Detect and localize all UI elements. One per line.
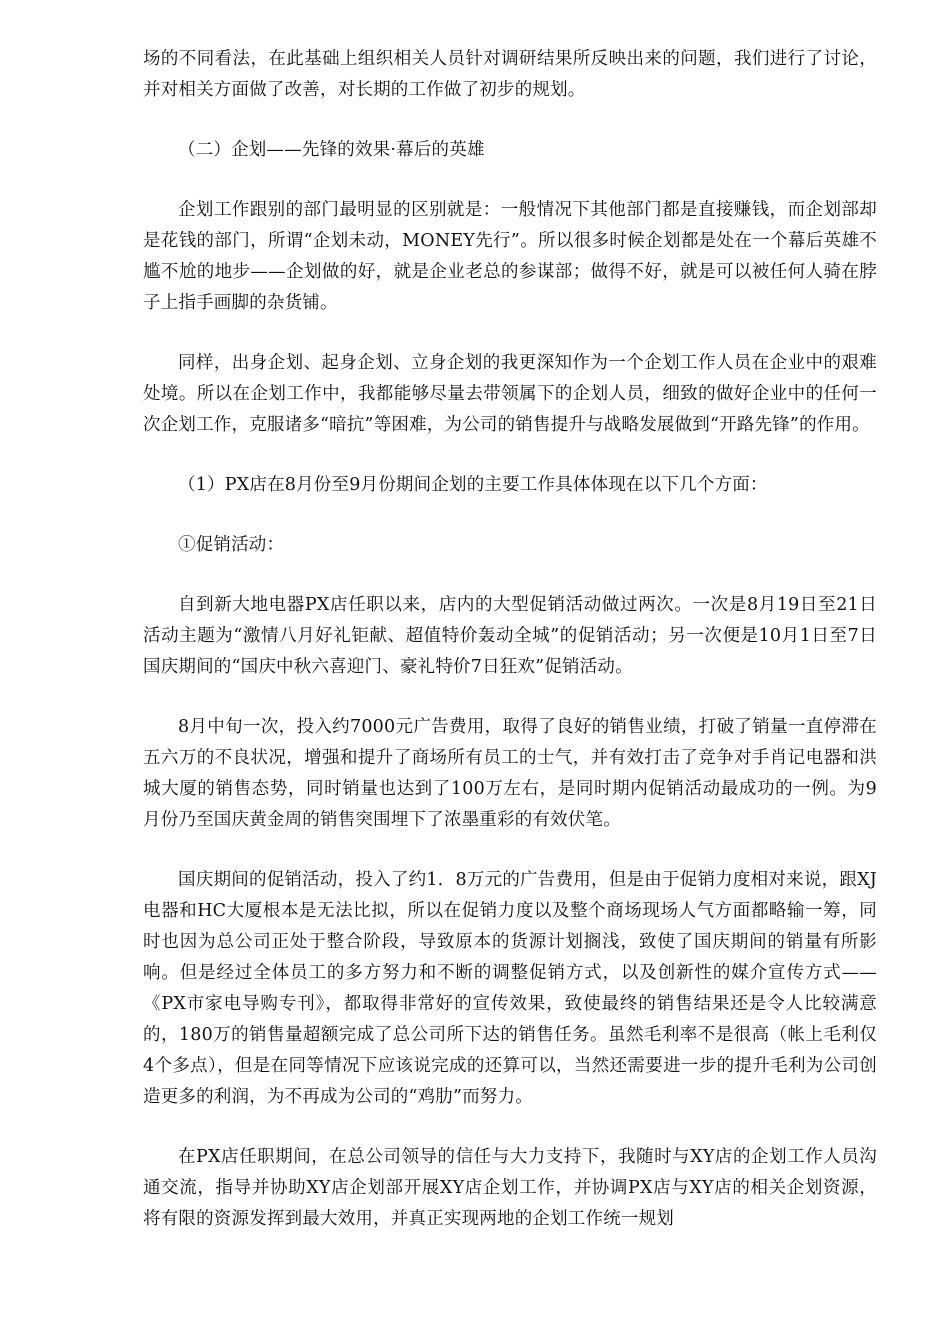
paragraph-xy-coordination: 在PX店任职期间，在总公司领导的信任与大力支持下，我随时与XY店的企划工作人员沟通交流，指导并协助XY店企划部开展XY店企划工作，并协调PX店与XY店的相关企划资源，将有限的资源发挥到最大效用，并真正实现两地的企划工作统一规划 bbox=[143, 1147, 877, 1229]
paragraph-promotions-overview: 自到新大地电器PX店任职以来，店内的大型促销活动做过两次。一次是8月19日至21日活动主题为“激情八月好礼钜献、超值特价轰动全城”的促销活动；另一次便是10月1日至7日国庆期间的“国庆中秋六喜迎门、豪礼特价7日狂欢”促销活动。 bbox=[143, 595, 877, 677]
paragraph-national-day-promotion: 国庆期间的促销活动，投入了约1．8万元的广告费用，但是由于促销力度相对来说，跟XJ电器和HC大厦根本是无法比拟，所以在促销力度以及整个商场现场人气方面都略输一筹，同时也因为总公司正处于整合阶段，导致原本的货源计划搁浅，致使了国庆期间的销量有所影响。但是经过全体员工的多方努力和不断的调整促销方式，以及创新性的媒介宣传方式——《PX市家电导购专刊》，都取得非常好的宣传效果，致使最终的销售结果还是令人比较满意的，180万的销售量超额完成了总公司所下达的销售任务。虽然毛利率不是很高（帐上毛利仅4个多点），但是在同等情况下应该说完成的还算可以，当然还需要进一步的提升毛利为公司创造更多的利润，为不再成为公司的“鸡肋”而努力。 bbox=[143, 870, 877, 1107]
document-body bbox=[143, 44, 877, 1264]
paragraph-planning-intro: 企划工作跟别的部门最明显的区别就是：一般情况下其他部门都是直接赚钱，而企划部却是花钱的部门，所谓“企划未动，MONEY先行”。所以很多时候企划都是处在一个幕后英雄不尴不尬的地步——企划做的好，就是企业老总的参谋部；做得不好，就是可以被任何人骑在脖子上指手画脚的杂货铺。 bbox=[143, 200, 877, 313]
item-heading-promotions: ①促销活动： bbox=[178, 535, 285, 555]
paragraph-planning-difficulty: 同样，出身企划、起身企划、立身企划的我更深知作为一个企划工作人员在企业中的艰难处境。所以在企划工作中，我都能够尽量去带领属下的企划人员，细致的做好企业中的任何一次企划工作，克服诸多“暗抗”等困难，为公司的销售提升与战略发展做到“开路先锋”的作用。 bbox=[143, 353, 877, 435]
paragraph-august-promotion: 8月中旬一次，投入约7000元广告费用，取得了良好的销售业绩，打破了销量一直停滞在五六万的不良状况，增强和提升了商场所有员工的士气，并有效打击了竞争对手肖记电器和洪城大厦的销售态势，同时销量也达到了100万左右，是同时期内促销活动最成功的一例。为9月份乃至国庆黄金周的销售突围埋下了浓墨重彩的有效伏笔。 bbox=[143, 717, 877, 830]
subsection-heading: （1）PX店在8月份至9月份期间企划的主要工作具体体现在以下几个方面： bbox=[178, 475, 768, 495]
paragraph-continuation: 场的不同看法，在此基础上组织相关人员针对调研结果所反映出来的问题，我们进行了讨论，并对相关方面做了改善，对长期的工作做了初步的规划。 bbox=[143, 49, 877, 100]
section-heading: （二）企划——先锋的效果·幕后的英雄 bbox=[178, 140, 485, 160]
